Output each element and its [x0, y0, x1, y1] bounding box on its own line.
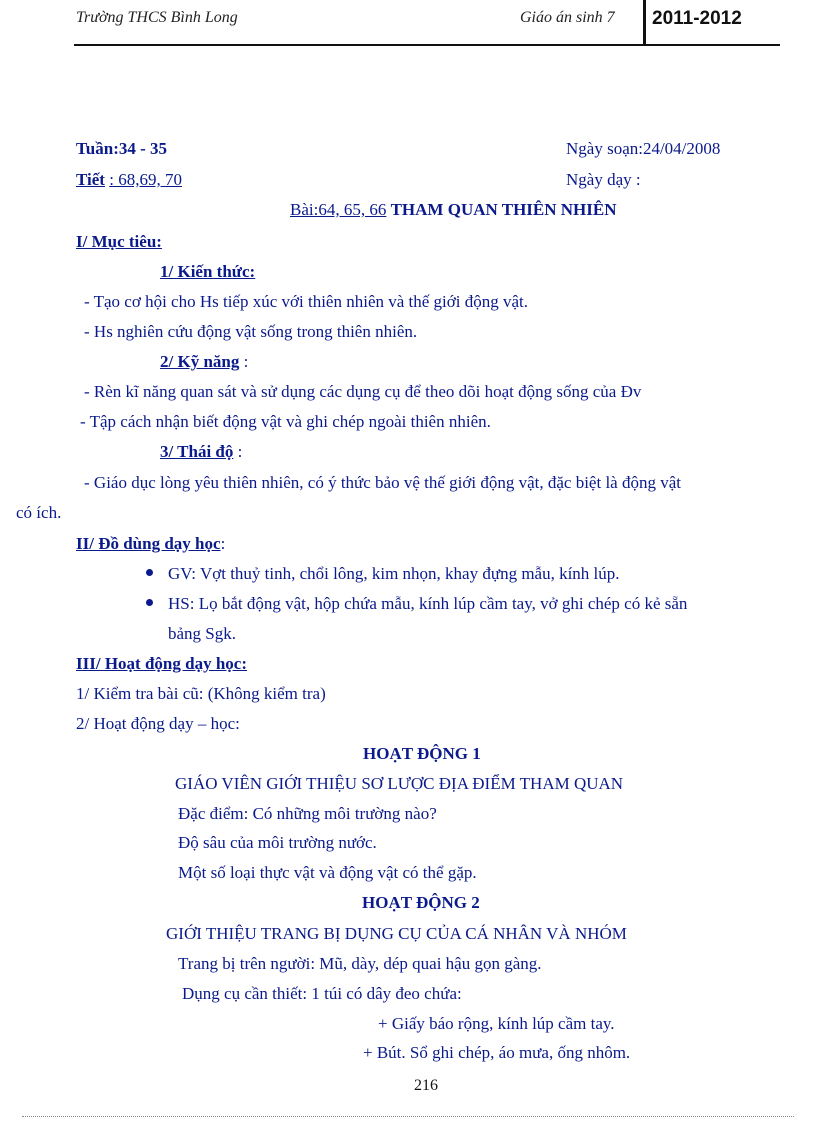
knowledge-heading: 1/ Kiến thức: — [160, 262, 256, 281]
week-line — [76, 140, 167, 157]
materials-heading: II/ Đồ dùng dạy học — [76, 534, 221, 553]
skills-heading-line — [160, 353, 248, 370]
activity-2-title: HOẠT ĐỘNG 2 — [362, 893, 480, 912]
bullet-icon — [146, 599, 153, 606]
materials-hs-cont: bảng Sgk. — [168, 624, 236, 643]
lesson-number: Bài:64, 65, 66 — [290, 200, 387, 219]
skills-colon: : — [243, 352, 249, 371]
check-old-lesson: 1/ Kiểm tra bài cũ: (Không kiểm tra) — [76, 684, 326, 703]
activity-2-gear: Trang bị trên người: Mũ, dày, dép quai hậu gọn gàng. — [178, 954, 542, 973]
lesson-label: Tiết — [76, 170, 105, 189]
activity-2-tools: Dụng cụ cần thiết: 1 túi có dây đeo chứa: — [182, 984, 462, 1003]
activity-2-list-item: + Giấy báo rộng, kính lúp cầm tay. — [378, 1014, 615, 1033]
activity-2-subtitle: GIỚI THIỆU TRANG BỊ DỤNG CỤ CỦA CÁ NHÂN VÀ NHÓM — [166, 924, 627, 943]
skills-heading: 2/ Kỹ năng — [160, 352, 240, 371]
activity-1-item: Độ sâu của môi trường nước. — [178, 833, 377, 852]
skills-item: - Tập cách nhận biết động vật và ghi chép ngoài thiên nhiên. — [80, 412, 491, 431]
date-taught: Ngày dạy : — [566, 170, 641, 189]
lesson-name: THAM QUAN THIÊN NHIÊN — [390, 200, 617, 219]
attitude-heading: 3/ Thái độ — [160, 442, 234, 461]
header-divider-vertical — [643, 0, 646, 46]
page-header — [0, 0, 816, 60]
attitude-heading-line — [160, 443, 242, 460]
skills-item: - Rèn kĩ năng quan sát và sử dụng các dụng cụ để theo dõi hoạt động sống của Đv — [84, 382, 642, 401]
activities-heading: III/ Hoạt động dạy học: — [76, 654, 247, 673]
activity-1-item: Đặc điểm: Có những môi trường nào? — [178, 804, 437, 823]
date-composed: Ngày soạn:24/04/2008 — [566, 139, 721, 158]
teaching-activities: 2/ Hoạt động dạy – học: — [76, 714, 240, 733]
bullet-icon — [146, 569, 153, 576]
lesson-title — [290, 201, 617, 218]
attitude-item-cont: có ích. — [16, 503, 62, 522]
week-value: 34 - 35 — [118, 139, 168, 158]
materials-gv: GV: Vợt thuỷ tinh, chổi lông, kim nhọn, khay đựng mẫu, kính lúp. — [168, 564, 620, 583]
activity-2-list-item: + Bút. Sổ ghi chép, áo mưa, ống nhôm. — [363, 1043, 631, 1062]
materials-hs: HS: Lọ bắt động vật, hộp chứa mẫu, kính lúp cầm tay, vở ghi chép có kẻ sẵn — [168, 594, 688, 613]
materials-colon: : — [220, 534, 226, 553]
activity-1-item: Một số loại thực vật và động vật có thể gặp. — [178, 863, 477, 882]
header-rule — [74, 44, 780, 46]
materials-heading-line — [76, 535, 225, 552]
objectives-heading: I/ Mục tiêu: — [76, 232, 162, 251]
knowledge-item: - Tạo cơ hội cho Hs tiếp xúc với thiên nhiên và thế giới động vật. — [84, 292, 529, 311]
header-school: Trường THCS Bình Long — [76, 9, 238, 26]
lesson-line — [76, 171, 182, 188]
page-number: 216 — [414, 1077, 438, 1094]
footer-divider — [22, 1116, 794, 1117]
header-subject: Giáo án sinh 7 — [520, 9, 615, 26]
week-label: Tuần: — [76, 139, 119, 158]
attitude-item: - Giáo dục lòng yêu thiên nhiên, có ý thức bảo vệ thế giới động vật, đặc biệt là động vật — [84, 473, 681, 492]
activity-1-title: HOẠT ĐỘNG 1 — [363, 744, 481, 763]
activity-1-subtitle: GIÁO VIÊN GIỚI THIỆU SƠ LƯỢC ĐỊA ĐIỂM THAM QUAN — [175, 774, 624, 793]
knowledge-item: - Hs nghiên cứu động vật sống trong thiên nhiên. — [84, 322, 418, 341]
attitude-colon: : — [237, 442, 243, 461]
lesson-value: : 68,69, 70 — [109, 170, 182, 189]
header-year: 2011-2012 — [652, 8, 742, 29]
